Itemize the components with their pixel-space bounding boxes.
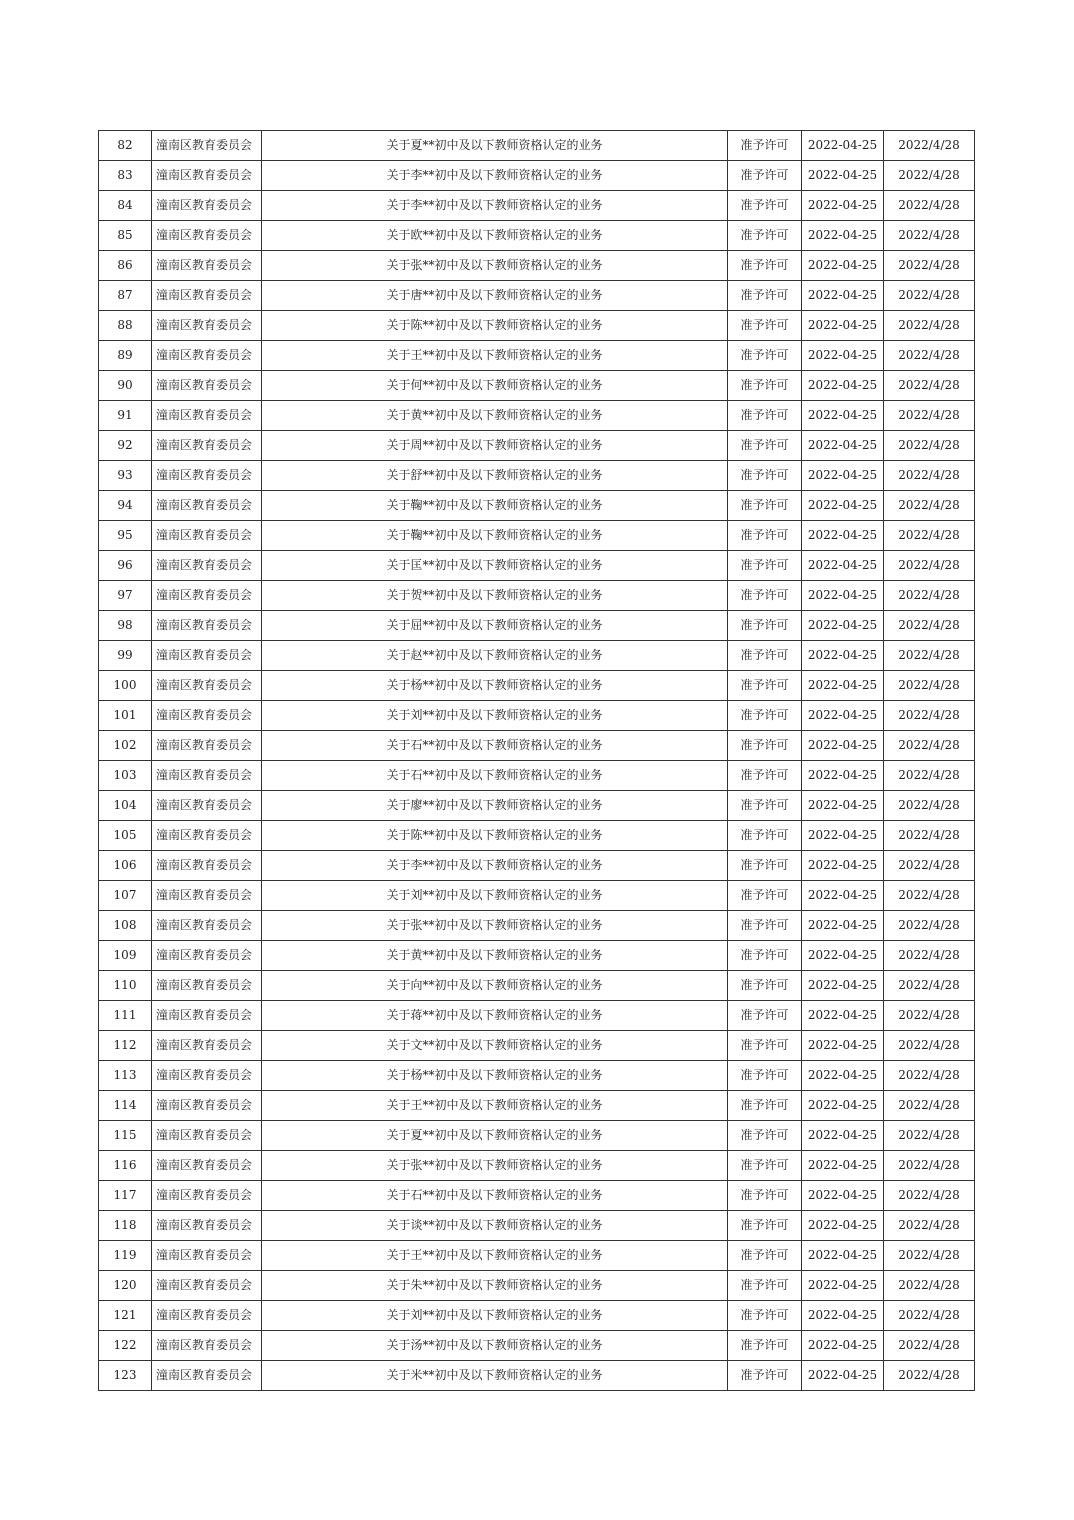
publish-date-cell: 2022/4/28 <box>884 791 975 821</box>
row-number: 110 <box>99 971 152 1001</box>
publish-date-cell: 2022/4/28 <box>884 161 975 191</box>
subject-cell: 关于刘**初中及以下教师资格认定的业务 <box>262 881 728 911</box>
department-cell: 潼南区教育委员会 <box>152 401 262 431</box>
decision-date-cell: 2022-04-25 <box>802 551 884 581</box>
row-number: 84 <box>99 191 152 221</box>
decision-cell: 准予许可 <box>728 1001 802 1031</box>
department-cell: 潼南区教育委员会 <box>152 1121 262 1151</box>
decision-cell: 准予许可 <box>728 731 802 761</box>
publish-date-cell: 2022/4/28 <box>884 671 975 701</box>
table-row <box>99 341 975 371</box>
department-cell: 潼南区教育委员会 <box>152 1301 262 1331</box>
decision-cell: 准予许可 <box>728 701 802 731</box>
row-number: 101 <box>99 701 152 731</box>
decision-date-cell: 2022-04-25 <box>802 521 884 551</box>
subject-cell: 关于王**初中及以下教师资格认定的业务 <box>262 1091 728 1121</box>
publish-date-cell: 2022/4/28 <box>884 731 975 761</box>
table-row <box>99 1361 975 1391</box>
publish-date-cell: 2022/4/28 <box>884 1001 975 1031</box>
row-number: 117 <box>99 1181 152 1211</box>
subject-cell: 关于石**初中及以下教师资格认定的业务 <box>262 731 728 761</box>
table-row <box>99 191 975 221</box>
decision-cell: 准予许可 <box>728 311 802 341</box>
table-row <box>99 971 975 1001</box>
department-cell: 潼南区教育委员会 <box>152 1031 262 1061</box>
publish-date-cell: 2022/4/28 <box>884 341 975 371</box>
table-row <box>99 1031 975 1061</box>
decision-cell: 准予许可 <box>728 191 802 221</box>
decision-cell: 准予许可 <box>728 941 802 971</box>
publish-date-cell: 2022/4/28 <box>884 701 975 731</box>
publish-date-cell: 2022/4/28 <box>884 1301 975 1331</box>
publish-date-cell: 2022/4/28 <box>884 251 975 281</box>
decision-cell: 准予许可 <box>728 281 802 311</box>
subject-cell: 关于舒**初中及以下教师资格认定的业务 <box>262 461 728 491</box>
table-row <box>99 821 975 851</box>
subject-cell: 关于欧**初中及以下教师资格认定的业务 <box>262 221 728 251</box>
department-cell: 潼南区教育委员会 <box>152 281 262 311</box>
decision-date-cell: 2022-04-25 <box>802 671 884 701</box>
row-number: 82 <box>99 131 152 161</box>
publish-date-cell: 2022/4/28 <box>884 851 975 881</box>
decision-cell: 准予许可 <box>728 791 802 821</box>
table-row <box>99 1211 975 1241</box>
subject-cell: 关于鞠**初中及以下教师资格认定的业务 <box>262 521 728 551</box>
row-number: 103 <box>99 761 152 791</box>
decision-date-cell: 2022-04-25 <box>802 221 884 251</box>
table-row <box>99 671 975 701</box>
table-row <box>99 371 975 401</box>
table-row <box>99 1091 975 1121</box>
table-row <box>99 581 975 611</box>
publish-date-cell: 2022/4/28 <box>884 1271 975 1301</box>
table-row <box>99 791 975 821</box>
subject-cell: 关于陈**初中及以下教师资格认定的业务 <box>262 821 728 851</box>
subject-cell: 关于鞠**初中及以下教师资格认定的业务 <box>262 491 728 521</box>
decision-date-cell: 2022-04-25 <box>802 131 884 161</box>
row-number: 90 <box>99 371 152 401</box>
department-cell: 潼南区教育委员会 <box>152 131 262 161</box>
table-row <box>99 701 975 731</box>
decision-date-cell: 2022-04-25 <box>802 971 884 1001</box>
publish-date-cell: 2022/4/28 <box>884 761 975 791</box>
publish-date-cell: 2022/4/28 <box>884 551 975 581</box>
decision-cell: 准予许可 <box>728 551 802 581</box>
publish-date-cell: 2022/4/28 <box>884 1331 975 1361</box>
decision-cell: 准予许可 <box>728 1061 802 1091</box>
table-row <box>99 1181 975 1211</box>
table-row <box>99 521 975 551</box>
department-cell: 潼南区教育委员会 <box>152 791 262 821</box>
row-number: 107 <box>99 881 152 911</box>
decision-date-cell: 2022-04-25 <box>802 1031 884 1061</box>
department-cell: 潼南区教育委员会 <box>152 521 262 551</box>
subject-cell: 关于米**初中及以下教师资格认定的业务 <box>262 1361 728 1391</box>
department-cell: 潼南区教育委员会 <box>152 911 262 941</box>
subject-cell: 关于石**初中及以下教师资格认定的业务 <box>262 1181 728 1211</box>
table-row <box>99 551 975 581</box>
decision-date-cell: 2022-04-25 <box>802 191 884 221</box>
row-number: 112 <box>99 1031 152 1061</box>
row-number: 85 <box>99 221 152 251</box>
decision-cell: 准予许可 <box>728 1031 802 1061</box>
decision-cell: 准予许可 <box>728 1151 802 1181</box>
table-row <box>99 1331 975 1361</box>
subject-cell: 关于王**初中及以下教师资格认定的业务 <box>262 1241 728 1271</box>
subject-cell: 关于向**初中及以下教师资格认定的业务 <box>262 971 728 1001</box>
subject-cell: 关于张**初中及以下教师资格认定的业务 <box>262 251 728 281</box>
decision-cell: 准予许可 <box>728 491 802 521</box>
publish-date-cell: 2022/4/28 <box>884 1121 975 1151</box>
department-cell: 潼南区教育委员会 <box>152 971 262 1001</box>
table-row <box>99 131 975 161</box>
table-row <box>99 281 975 311</box>
decision-cell: 准予许可 <box>728 221 802 251</box>
table-row <box>99 941 975 971</box>
publish-date-cell: 2022/4/28 <box>884 461 975 491</box>
subject-cell: 关于杨**初中及以下教师资格认定的业务 <box>262 671 728 701</box>
table-row <box>99 461 975 491</box>
department-cell: 潼南区教育委员会 <box>152 341 262 371</box>
row-number: 94 <box>99 491 152 521</box>
table-row <box>99 1121 975 1151</box>
subject-cell: 关于李**初中及以下教师资格认定的业务 <box>262 161 728 191</box>
decision-date-cell: 2022-04-25 <box>802 851 884 881</box>
decision-date-cell: 2022-04-25 <box>802 1181 884 1211</box>
decision-cell: 准予许可 <box>728 341 802 371</box>
department-cell: 潼南区教育委员会 <box>152 671 262 701</box>
table-row <box>99 1151 975 1181</box>
decision-date-cell: 2022-04-25 <box>802 911 884 941</box>
row-number: 115 <box>99 1121 152 1151</box>
publish-date-cell: 2022/4/28 <box>884 881 975 911</box>
row-number: 98 <box>99 611 152 641</box>
department-cell: 潼南区教育委员会 <box>152 851 262 881</box>
decision-date-cell: 2022-04-25 <box>802 161 884 191</box>
row-number: 113 <box>99 1061 152 1091</box>
decision-date-cell: 2022-04-25 <box>802 1061 884 1091</box>
department-cell: 潼南区教育委员会 <box>152 1361 262 1391</box>
decision-cell: 准予许可 <box>728 131 802 161</box>
decision-date-cell: 2022-04-25 <box>802 491 884 521</box>
department-cell: 潼南区教育委员会 <box>152 251 262 281</box>
row-number: 105 <box>99 821 152 851</box>
subject-cell: 关于唐**初中及以下教师资格认定的业务 <box>262 281 728 311</box>
decision-date-cell: 2022-04-25 <box>802 461 884 491</box>
publish-date-cell: 2022/4/28 <box>884 581 975 611</box>
decision-date-cell: 2022-04-25 <box>802 1241 884 1271</box>
subject-cell: 关于何**初中及以下教师资格认定的业务 <box>262 371 728 401</box>
row-number: 114 <box>99 1091 152 1121</box>
decision-date-cell: 2022-04-25 <box>802 731 884 761</box>
decision-date-cell: 2022-04-25 <box>802 1331 884 1361</box>
table-row <box>99 731 975 761</box>
decision-date-cell: 2022-04-25 <box>802 761 884 791</box>
publish-date-cell: 2022/4/28 <box>884 1091 975 1121</box>
row-number: 87 <box>99 281 152 311</box>
decision-cell: 准予许可 <box>728 1271 802 1301</box>
decision-cell: 准予许可 <box>728 1121 802 1151</box>
decision-date-cell: 2022-04-25 <box>802 281 884 311</box>
decision-cell: 准予许可 <box>728 761 802 791</box>
department-cell: 潼南区教育委员会 <box>152 701 262 731</box>
row-number: 116 <box>99 1151 152 1181</box>
department-cell: 潼南区教育委员会 <box>152 1151 262 1181</box>
decision-date-cell: 2022-04-25 <box>802 431 884 461</box>
publish-date-cell: 2022/4/28 <box>884 1061 975 1091</box>
decision-cell: 准予许可 <box>728 401 802 431</box>
publish-date-cell: 2022/4/28 <box>884 821 975 851</box>
decision-date-cell: 2022-04-25 <box>802 611 884 641</box>
table-row <box>99 911 975 941</box>
decision-cell: 准予许可 <box>728 971 802 1001</box>
subject-cell: 关于屈**初中及以下教师资格认定的业务 <box>262 611 728 641</box>
decision-cell: 准予许可 <box>728 161 802 191</box>
department-cell: 潼南区教育委员会 <box>152 881 262 911</box>
publish-date-cell: 2022/4/28 <box>884 641 975 671</box>
decision-cell: 准予许可 <box>728 521 802 551</box>
decision-cell: 准予许可 <box>728 1301 802 1331</box>
table-row <box>99 1241 975 1271</box>
decision-date-cell: 2022-04-25 <box>802 941 884 971</box>
row-number: 108 <box>99 911 152 941</box>
department-cell: 潼南区教育委员会 <box>152 941 262 971</box>
subject-cell: 关于王**初中及以下教师资格认定的业务 <box>262 341 728 371</box>
publish-date-cell: 2022/4/28 <box>884 1031 975 1061</box>
decision-cell: 准予许可 <box>728 671 802 701</box>
table-row <box>99 401 975 431</box>
decision-date-cell: 2022-04-25 <box>802 341 884 371</box>
table-row <box>99 311 975 341</box>
publish-date-cell: 2022/4/28 <box>884 911 975 941</box>
row-number: 118 <box>99 1211 152 1241</box>
subject-cell: 关于刘**初中及以下教师资格认定的业务 <box>262 701 728 731</box>
department-cell: 潼南区教育委员会 <box>152 311 262 341</box>
subject-cell: 关于汤**初中及以下教师资格认定的业务 <box>262 1331 728 1361</box>
subject-cell: 关于文**初中及以下教师资格认定的业务 <box>262 1031 728 1061</box>
department-cell: 潼南区教育委员会 <box>152 1001 262 1031</box>
decision-cell: 准予许可 <box>728 1241 802 1271</box>
row-number: 111 <box>99 1001 152 1031</box>
license-records-table <box>98 130 975 1391</box>
subject-cell: 关于蒋**初中及以下教师资格认定的业务 <box>262 1001 728 1031</box>
publish-date-cell: 2022/4/28 <box>884 281 975 311</box>
table-row <box>99 431 975 461</box>
department-cell: 潼南区教育委员会 <box>152 821 262 851</box>
publish-date-cell: 2022/4/28 <box>884 311 975 341</box>
table-row <box>99 881 975 911</box>
row-number: 92 <box>99 431 152 461</box>
publish-date-cell: 2022/4/28 <box>884 401 975 431</box>
decision-date-cell: 2022-04-25 <box>802 1121 884 1151</box>
department-cell: 潼南区教育委员会 <box>152 1211 262 1241</box>
department-cell: 潼南区教育委员会 <box>152 221 262 251</box>
subject-cell: 关于谈**初中及以下教师资格认定的业务 <box>262 1211 728 1241</box>
department-cell: 潼南区教育委员会 <box>152 1091 262 1121</box>
row-number: 89 <box>99 341 152 371</box>
decision-date-cell: 2022-04-25 <box>802 401 884 431</box>
decision-date-cell: 2022-04-25 <box>802 251 884 281</box>
decision-cell: 准予许可 <box>728 461 802 491</box>
decision-cell: 准予许可 <box>728 1331 802 1361</box>
subject-cell: 关于黄**初中及以下教师资格认定的业务 <box>262 401 728 431</box>
publish-date-cell: 2022/4/28 <box>884 611 975 641</box>
row-number: 109 <box>99 941 152 971</box>
decision-date-cell: 2022-04-25 <box>802 791 884 821</box>
row-number: 86 <box>99 251 152 281</box>
department-cell: 潼南区教育委员会 <box>152 161 262 191</box>
publish-date-cell: 2022/4/28 <box>884 131 975 161</box>
subject-cell: 关于夏**初中及以下教师资格认定的业务 <box>262 131 728 161</box>
department-cell: 潼南区教育委员会 <box>152 761 262 791</box>
decision-date-cell: 2022-04-25 <box>802 821 884 851</box>
row-number: 93 <box>99 461 152 491</box>
table-row <box>99 161 975 191</box>
decision-cell: 准予许可 <box>728 1361 802 1391</box>
table-row <box>99 221 975 251</box>
decision-date-cell: 2022-04-25 <box>802 1361 884 1391</box>
row-number: 123 <box>99 1361 152 1391</box>
decision-cell: 准予许可 <box>728 1181 802 1211</box>
subject-cell: 关于石**初中及以下教师资格认定的业务 <box>262 761 728 791</box>
decision-date-cell: 2022-04-25 <box>802 581 884 611</box>
decision-date-cell: 2022-04-25 <box>802 1211 884 1241</box>
department-cell: 潼南区教育委员会 <box>152 371 262 401</box>
department-cell: 潼南区教育委员会 <box>152 581 262 611</box>
decision-cell: 准予许可 <box>728 881 802 911</box>
subject-cell: 关于周**初中及以下教师资格认定的业务 <box>262 431 728 461</box>
department-cell: 潼南区教育委员会 <box>152 1241 262 1271</box>
table-row <box>99 641 975 671</box>
decision-cell: 准予许可 <box>728 581 802 611</box>
subject-cell: 关于夏**初中及以下教师资格认定的业务 <box>262 1121 728 1151</box>
decision-cell: 准予许可 <box>728 251 802 281</box>
publish-date-cell: 2022/4/28 <box>884 221 975 251</box>
decision-date-cell: 2022-04-25 <box>802 1301 884 1331</box>
table-row <box>99 851 975 881</box>
publish-date-cell: 2022/4/28 <box>884 1241 975 1271</box>
publish-date-cell: 2022/4/28 <box>884 491 975 521</box>
decision-date-cell: 2022-04-25 <box>802 311 884 341</box>
row-number: 106 <box>99 851 152 881</box>
row-number: 122 <box>99 1331 152 1361</box>
row-number: 102 <box>99 731 152 761</box>
subject-cell: 关于赵**初中及以下教师资格认定的业务 <box>262 641 728 671</box>
table-row <box>99 491 975 521</box>
department-cell: 潼南区教育委员会 <box>152 731 262 761</box>
decision-cell: 准予许可 <box>728 1091 802 1121</box>
row-number: 95 <box>99 521 152 551</box>
table-row <box>99 611 975 641</box>
row-number: 100 <box>99 671 152 701</box>
publish-date-cell: 2022/4/28 <box>884 1181 975 1211</box>
decision-cell: 准予许可 <box>728 371 802 401</box>
publish-date-cell: 2022/4/28 <box>884 371 975 401</box>
decision-date-cell: 2022-04-25 <box>802 881 884 911</box>
decision-cell: 准予许可 <box>728 431 802 461</box>
table-row <box>99 251 975 281</box>
row-number: 104 <box>99 791 152 821</box>
row-number: 121 <box>99 1301 152 1331</box>
decision-cell: 准予许可 <box>728 851 802 881</box>
department-cell: 潼南区教育委员会 <box>152 491 262 521</box>
publish-date-cell: 2022/4/28 <box>884 521 975 551</box>
subject-cell: 关于黄**初中及以下教师资格认定的业务 <box>262 941 728 971</box>
subject-cell: 关于李**初中及以下教师资格认定的业务 <box>262 851 728 881</box>
department-cell: 潼南区教育委员会 <box>152 1061 262 1091</box>
decision-date-cell: 2022-04-25 <box>802 701 884 731</box>
subject-cell: 关于陈**初中及以下教师资格认定的业务 <box>262 311 728 341</box>
row-number: 99 <box>99 641 152 671</box>
department-cell: 潼南区教育委员会 <box>152 611 262 641</box>
decision-date-cell: 2022-04-25 <box>802 371 884 401</box>
subject-cell: 关于张**初中及以下教师资格认定的业务 <box>262 1151 728 1181</box>
subject-cell: 关于张**初中及以下教师资格认定的业务 <box>262 911 728 941</box>
table-row <box>99 1301 975 1331</box>
publish-date-cell: 2022/4/28 <box>884 941 975 971</box>
row-number: 119 <box>99 1241 152 1271</box>
decision-cell: 准予许可 <box>728 611 802 641</box>
publish-date-cell: 2022/4/28 <box>884 431 975 461</box>
decision-cell: 准予许可 <box>728 641 802 671</box>
table-row <box>99 761 975 791</box>
decision-date-cell: 2022-04-25 <box>802 1001 884 1031</box>
table-body <box>99 131 975 1391</box>
decision-date-cell: 2022-04-25 <box>802 1151 884 1181</box>
publish-date-cell: 2022/4/28 <box>884 1361 975 1391</box>
row-number: 120 <box>99 1271 152 1301</box>
subject-cell: 关于贺**初中及以下教师资格认定的业务 <box>262 581 728 611</box>
decision-cell: 准予许可 <box>728 1211 802 1241</box>
subject-cell: 关于廖**初中及以下教师资格认定的业务 <box>262 791 728 821</box>
department-cell: 潼南区教育委员会 <box>152 551 262 581</box>
decision-cell: 准予许可 <box>728 911 802 941</box>
department-cell: 潼南区教育委员会 <box>152 641 262 671</box>
row-number: 88 <box>99 311 152 341</box>
subject-cell: 关于李**初中及以下教师资格认定的业务 <box>262 191 728 221</box>
publish-date-cell: 2022/4/28 <box>884 1151 975 1181</box>
publish-date-cell: 2022/4/28 <box>884 1211 975 1241</box>
row-number: 91 <box>99 401 152 431</box>
publish-date-cell: 2022/4/28 <box>884 971 975 1001</box>
subject-cell: 关于朱**初中及以下教师资格认定的业务 <box>262 1271 728 1301</box>
row-number: 83 <box>99 161 152 191</box>
department-cell: 潼南区教育委员会 <box>152 461 262 491</box>
subject-cell: 关于刘**初中及以下教师资格认定的业务 <box>262 1301 728 1331</box>
department-cell: 潼南区教育委员会 <box>152 1181 262 1211</box>
department-cell: 潼南区教育委员会 <box>152 1271 262 1301</box>
publish-date-cell: 2022/4/28 <box>884 191 975 221</box>
table-row <box>99 1061 975 1091</box>
subject-cell: 关于杨**初中及以下教师资格认定的业务 <box>262 1061 728 1091</box>
decision-date-cell: 2022-04-25 <box>802 1271 884 1301</box>
subject-cell: 关于匡**初中及以下教师资格认定的业务 <box>262 551 728 581</box>
row-number: 96 <box>99 551 152 581</box>
decision-date-cell: 2022-04-25 <box>802 1091 884 1121</box>
table-row <box>99 1271 975 1301</box>
row-number: 97 <box>99 581 152 611</box>
department-cell: 潼南区教育委员会 <box>152 431 262 461</box>
decision-cell: 准予许可 <box>728 821 802 851</box>
table-row <box>99 1001 975 1031</box>
department-cell: 潼南区教育委员会 <box>152 191 262 221</box>
department-cell: 潼南区教育委员会 <box>152 1331 262 1361</box>
decision-date-cell: 2022-04-25 <box>802 641 884 671</box>
